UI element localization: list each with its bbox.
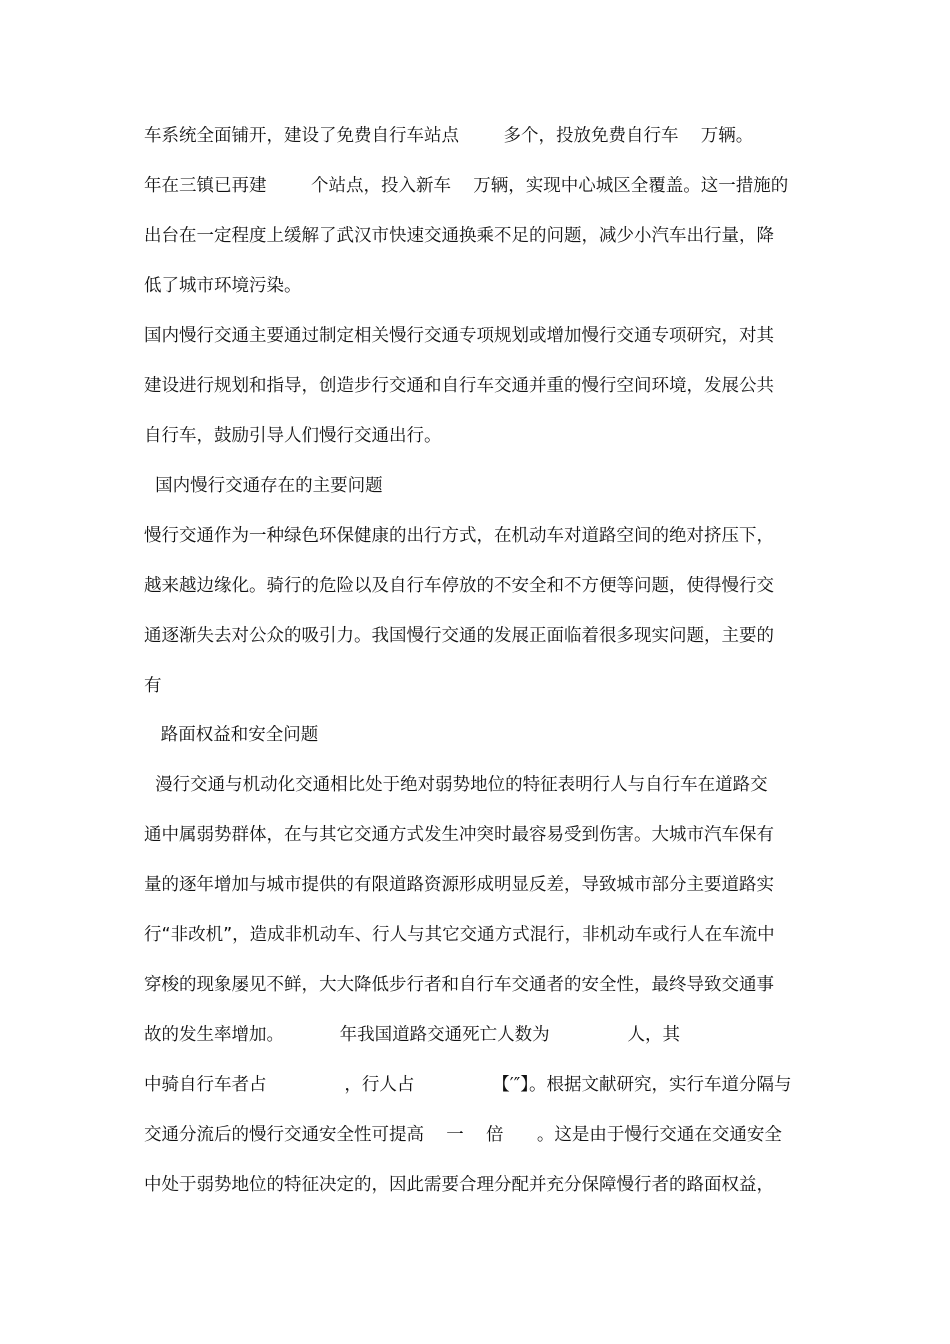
subsection-heading: 路面权益和安全问题 xyxy=(144,725,319,745)
text-line: 漫行交通与机动化交通相比处于绝对弱势地位的特征表明行人与自行车在道路交 xyxy=(144,775,768,795)
text-line: 行“非改机”，造成非机动车、行人与其它交通方式混行，非机动车或行人在车流中 xyxy=(144,925,775,945)
text-line: 穿梭的现象屡见不鲜，大大降低步行者和自行车交通者的安全性，最终导致交通事 xyxy=(144,975,774,995)
text-line: 通逐渐失去对公众的吸引力。我国慢行交通的发展正面临着很多现实问题，主要的 xyxy=(144,626,774,646)
text-line: 交通分流后的慢行交通安全性可提高 一 倍 。这是由于慢行交通在交通安全 xyxy=(144,1125,782,1145)
text-line: 中骑自行车者占 ，行人占 【′″】。根据文献研究，实行车道分隔与 xyxy=(144,1075,792,1095)
text-line: 车系统全面铺开，建设了免费自行车站点 多个，投放免费自行车 万辆。 xyxy=(144,126,754,146)
text-line: 出台在一定程度上缓解了武汉市快速交通换乘不足的问题，减少小汽车出行量，降 xyxy=(144,226,774,246)
text-line: 有 xyxy=(144,676,162,696)
text-line: 量的逐年增加与城市提供的有限道路资源形成明显反差，导致城市部分主要道路实 xyxy=(144,875,774,895)
text-line: 建设进行规划和指导，创造步行交通和自行车交通并重的慢行空间环境，发展公共 xyxy=(144,376,774,396)
section-heading: 国内慢行交通存在的主要问题 xyxy=(144,476,383,496)
text-line: 慢行交通作为一种绿色环保健康的出行方式，在机动车对道路空间的绝对挤压下， xyxy=(144,526,774,546)
text-line: 中处于弱势地位的特征决定的，因此需要合理分配并充分保障慢行者的路面权益， xyxy=(144,1175,774,1195)
text-line: 低了城市环境污染。 xyxy=(144,276,302,296)
text-line: 国内慢行交通主要通过制定相关慢行交通专项规划或增加慢行交通专项研究，对其 xyxy=(144,326,774,346)
text-line: 自行车，鼓励引导人们慢行交通出行。 xyxy=(144,426,442,446)
text-line: 年在三镇已再建 个站点，投入新车 万辆，实现中心城区全覆盖。这一措施的 xyxy=(144,176,789,196)
text-line: 通中属弱势群体，在与其它交通方式发生冲突时最容易受到伤害。大城市汽车保有 xyxy=(144,825,774,845)
text-line: 故的发生率增加。 年我国道路交通死亡人数为 人，其 xyxy=(144,1025,681,1045)
text-line: 越来越边缘化。骑行的危险以及自行车停放的不安全和不方便等问题，使得慢行交 xyxy=(144,576,774,596)
